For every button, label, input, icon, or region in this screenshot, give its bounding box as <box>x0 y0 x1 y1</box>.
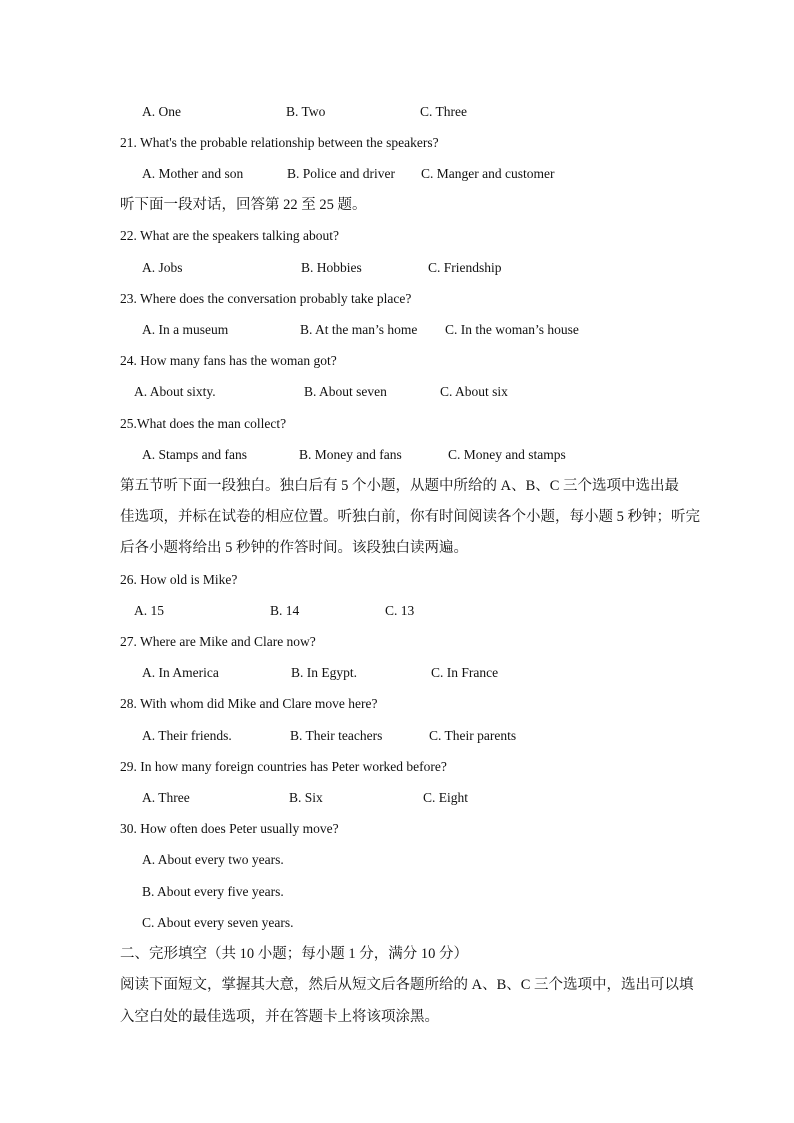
option-a: A. In America <box>142 665 219 680</box>
option-a: A. About every two years. <box>142 852 284 867</box>
question-25: 25.What does the man collect? <box>120 416 287 431</box>
question-28: 28. With whom did Mike and Clare move here? <box>120 696 378 711</box>
option-c: C. Their parents <box>429 728 517 743</box>
option-a: A. Stamps and fans <box>142 447 247 462</box>
option-c: C. Friendship <box>428 260 502 275</box>
option-b: B. Their teachers <box>290 728 383 743</box>
section-instruction: 佳选项，并标在试卷的相应位置。听独白前，你有时间阅读各个小题，每小题 5 秒钟；听完 <box>120 509 700 525</box>
option-a: A. Mother and son <box>142 166 244 181</box>
option-b: B. About seven <box>304 384 387 399</box>
option-b: B. Money and fans <box>299 447 402 462</box>
option-b: B. At the man’s home <box>300 322 418 337</box>
question-22: 22. What are the speakers talking about? <box>120 228 340 243</box>
option-b: B. About every five years. <box>142 884 284 899</box>
option-a: A. In a museum <box>142 322 229 337</box>
option-c: C. About six <box>440 384 508 399</box>
option-c: C. In France <box>431 665 499 680</box>
option-c: C. In the woman’s house <box>445 322 579 337</box>
option-a: A. Three <box>142 790 190 805</box>
option-c: C. 13 <box>385 603 415 618</box>
section-heading: 二、完形填空（共 10 小题；每小题 1 分，满分 10 分） <box>120 946 468 962</box>
question-21: 21. What's the probable relationship between the speakers? <box>120 135 439 150</box>
option-a: A. About sixty. <box>134 384 216 399</box>
option-b: B. Two <box>286 104 326 119</box>
question-27: 27. Where are Mike and Clare now? <box>120 634 316 649</box>
option-b: B. Six <box>289 790 323 805</box>
option-a: A. Their friends. <box>142 728 232 743</box>
question-23: 23. Where does the conversation probably take place? <box>120 291 412 306</box>
section-instruction: 第五节听下面一段独白。独白后有 5 个小题，从题中所给的 A、B、C 三个选项中选出最 <box>120 478 680 494</box>
option-c: C. Money and stamps <box>448 447 566 462</box>
option-b: B. Police and driver <box>287 166 395 181</box>
option-c: C. Manger and customer <box>421 166 555 181</box>
section-instruction: 听下面一段对话，回答第 22 至 25 题。 <box>120 197 367 213</box>
section-instruction: 阅读下面短文，掌握其大意，然后从短文后各题所给的 A、B、C 三个选项中，选出可以填 <box>120 977 694 993</box>
section-instruction: 入空白处的最佳选项，并在答题卡上将该项涂黑。 <box>120 1009 439 1025</box>
option-a: A. One <box>142 104 181 119</box>
option-a: A. 15 <box>134 603 164 618</box>
section-instruction: 后各小题将给出 5 秒钟的作答时间。该段独白读两遍。 <box>120 540 468 556</box>
option-a: A. Jobs <box>142 260 183 275</box>
question-30: 30. How often does Peter usually move? <box>120 821 339 836</box>
option-b: B. Hobbies <box>301 260 362 275</box>
question-24: 24. How many fans has the woman got? <box>120 353 337 368</box>
option-c: C. About every seven years. <box>142 915 294 930</box>
option-b: B. In Egypt. <box>291 665 357 680</box>
question-29: 29. In how many foreign countries has Peter worked before? <box>120 759 447 774</box>
question-26: 26. How old is Mike? <box>120 572 238 587</box>
option-b: B. 14 <box>270 603 300 618</box>
option-c: C. Three <box>420 104 467 119</box>
option-c: C. Eight <box>423 790 469 805</box>
